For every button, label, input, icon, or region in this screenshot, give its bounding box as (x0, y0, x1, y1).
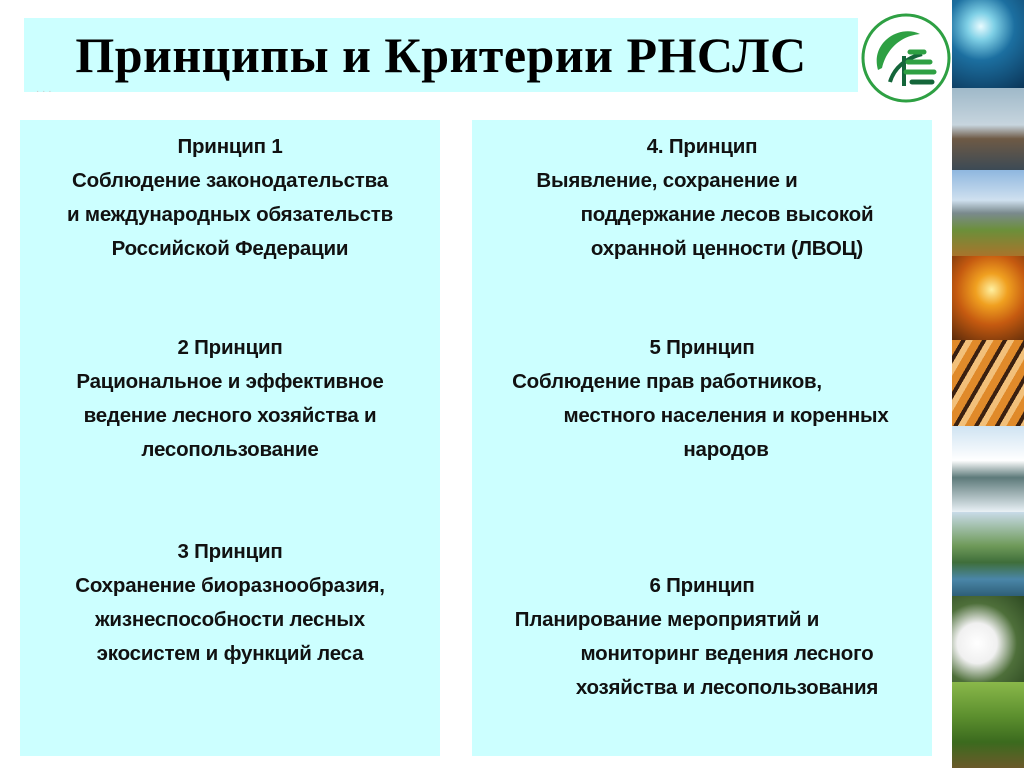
green-hills-photo (952, 682, 1024, 768)
principle-line: местного населения и коренных (563, 404, 889, 427)
principle-line: лесопользование (141, 438, 319, 461)
principle-heading: 2 Принцип (177, 336, 283, 359)
nature-photo-strip (952, 0, 1024, 768)
principle-line: мониторинг ведения лесного (580, 642, 874, 665)
principle-line: Российской Федерации (111, 237, 349, 260)
tiger-photo (952, 340, 1024, 426)
principle-4 (472, 130, 932, 266)
principle-line: Рациональное и эффективное (76, 370, 384, 393)
principle-line: экосистем и функций леса (96, 642, 364, 665)
principle-line: Сохранение биоразнообразия, (75, 574, 385, 597)
title-box (24, 18, 858, 92)
page-title: Принципы и Критерии РНСЛС (75, 27, 807, 83)
mountains-meadow-photo (952, 170, 1024, 256)
snowy-forest-photo (952, 426, 1024, 512)
principle-heading: 4. Принцип (646, 135, 758, 158)
principle-line: народов (683, 438, 769, 461)
principle-line: Соблюдение прав работников, (512, 370, 822, 393)
left-principles-panel (20, 120, 440, 756)
principle-line: жизнеспособности лесных (95, 608, 365, 631)
lake-valley-photo (952, 512, 1024, 596)
principle-6 (472, 569, 932, 705)
right-principles-panel (472, 120, 932, 756)
forest-leaf-logo-icon (860, 12, 952, 104)
principle-line: Соблюдение законодательства (72, 169, 388, 192)
underwater-sun-photo (952, 0, 1024, 88)
principle-line: поддержание лесов высокой (580, 203, 874, 226)
faint-background-mark: · · · (36, 86, 52, 97)
principle-line: Выявление, сохранение и (536, 169, 798, 192)
principle-heading: 3 Принцип (177, 540, 283, 563)
principle-3 (20, 535, 440, 671)
sunset-grass-photo (952, 256, 1024, 340)
principle-heading: 6 Принцип (649, 574, 755, 597)
principle-heading: 5 Принцип (649, 336, 755, 359)
principle-5 (472, 331, 932, 467)
principle-line: Планирование мероприятий и (514, 608, 820, 631)
principle-line: и международных обязательств (66, 203, 394, 226)
principle-line: охранной ценности (ЛВОЦ) (590, 237, 864, 260)
principle-2 (20, 331, 440, 467)
arctic-fox-photo (952, 88, 1024, 170)
white-crane-photo (952, 596, 1024, 682)
principle-line: хозяйства и лесопользования (575, 676, 879, 699)
principle-line: ведение лесного хозяйства и (83, 404, 377, 427)
principle-heading: Принцип 1 (177, 135, 283, 158)
principle-1 (20, 130, 440, 266)
